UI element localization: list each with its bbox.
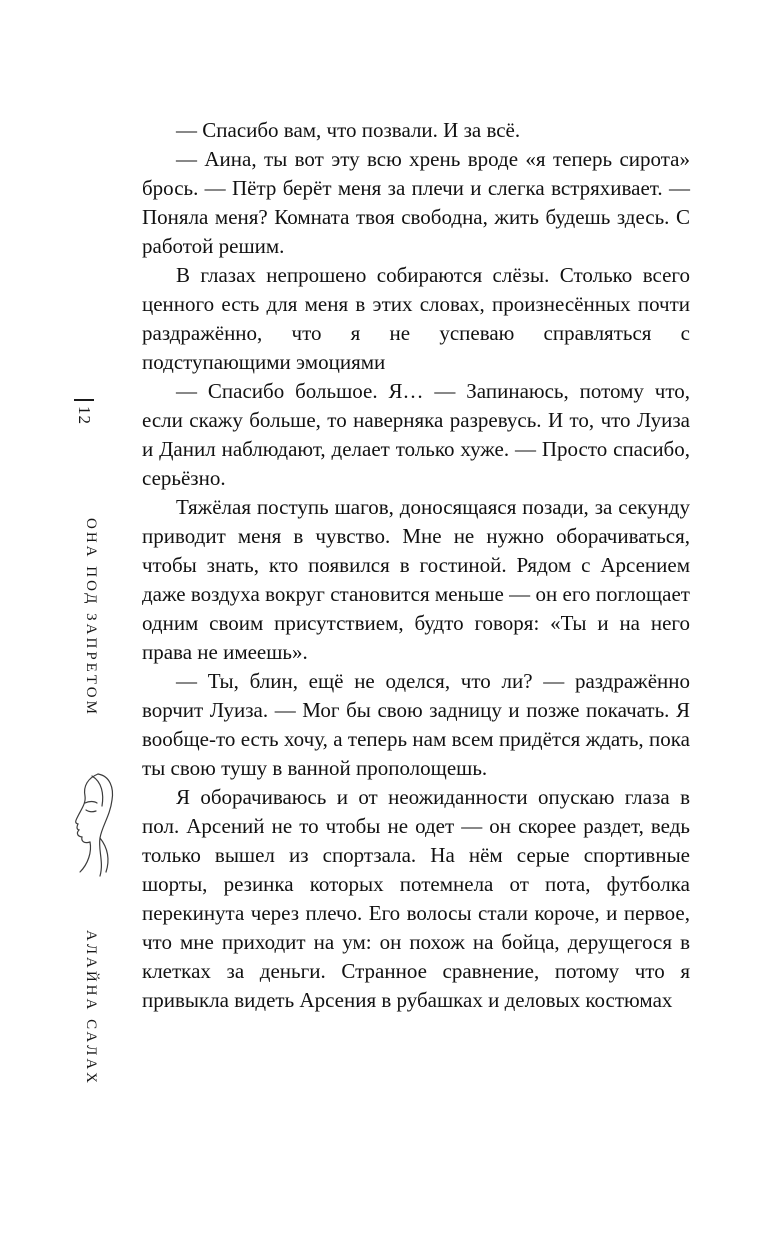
paragraph-narration: В глазах непрошено собираются слёзы. Столько всего ценного есть для меня в этих словах, произнесённых почти раздражённо, что я не успеваю справляться с подступающими эмоциями bbox=[142, 263, 690, 374]
paragraph-dialogue: — Аина, ты вот эту всю хрень вроде «я теперь сирота» брось. — Пётр берёт меня за плечи и слегка встряхивает. — Поняла меня? Комната твоя свободна, жить будешь здесь. С работой решим. bbox=[142, 147, 690, 258]
page-number-rule bbox=[74, 399, 94, 401]
book-title: ОНА ПОД ЗАПРЕТОМ bbox=[83, 518, 99, 717]
woman-profile-illustration bbox=[56, 766, 130, 890]
page-number-block bbox=[70, 399, 98, 425]
paragraph-dialogue: — Спасибо большое. Я… — Запинаюсь, потому что, если скажу больше, то наверняка разревусь. И то, что Луиза и Данил наблюдают, делает только хуже. — Просто спасибо, серьёзно. bbox=[142, 379, 690, 490]
author-name: АЛАЙНА САЛАХ bbox=[83, 930, 99, 1087]
paragraph-dialogue: — Спасибо вам, что позвали. И за всё. bbox=[176, 118, 521, 142]
page-number: 12 bbox=[75, 406, 94, 425]
paragraph-dialogue: — Ты, блин, ещё не оделся, что ли? — раздражённо ворчит Луиза. — Мог бы свою задницу и позже покачать. Я вообще-то есть хочу, а теперь нам всем придётся ждать, пока ты свою тушу в ванной прополощешь. bbox=[142, 669, 690, 780]
page-text bbox=[142, 116, 690, 1015]
paragraph-narration: Я оборачиваюсь и от неожиданности опускаю глаза в пол. Арсений не то чтобы не одет — он скорее раздет, ведь только вышел из спортзала. На нём серые спортивные шорты, резинка которых потемнела от пота, футболка перекинута через плечо. Его волосы стали короче, и первое, что мне приходит на ум: он похож на бойца, дерущегося в клетках за деньги. Странное сравнение, потому что я привыкла видеть Арсения в рубашках и деловых костюмах bbox=[142, 785, 690, 1012]
paragraph-narration: Тяжёлая поступь шагов, доносящаяся позади, за секунду приводит меня в чувство. Мне не нужно оборачиваться, чтобы знать, кто появился в гостиной. Рядом с Арсением даже воздуха вокруг становится меньше — он его поглощает одним своим присутствием, будто говоря: «Ты и на него права не имеешь». bbox=[142, 495, 690, 664]
